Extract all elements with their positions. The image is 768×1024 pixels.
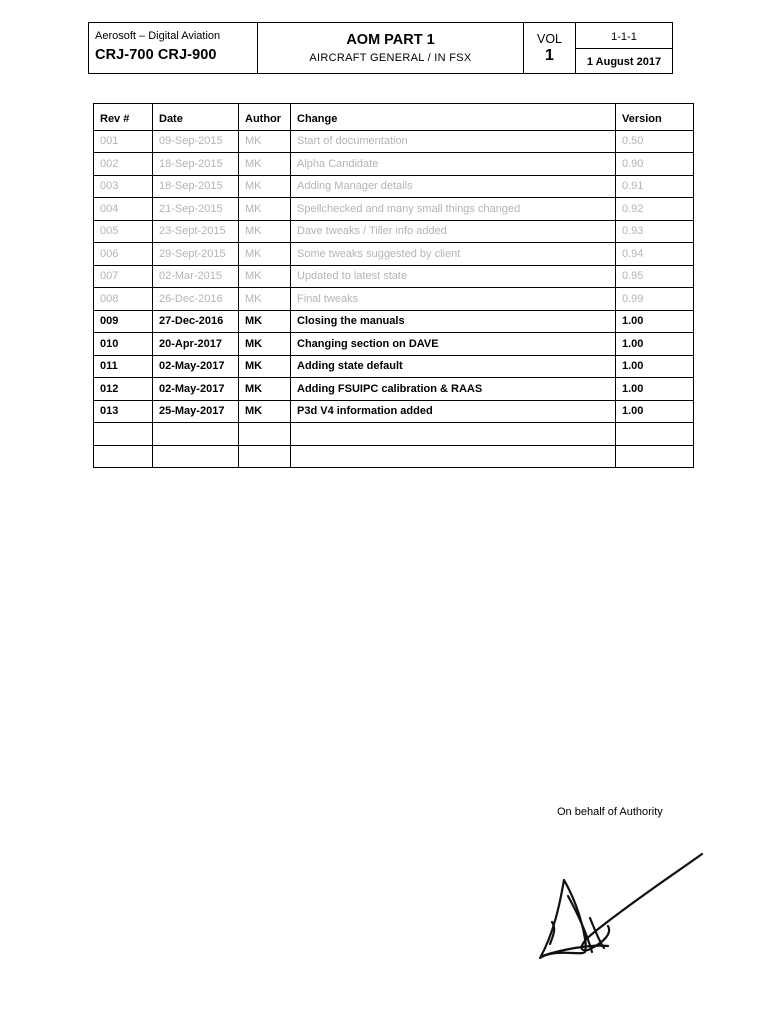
cell-author: MK xyxy=(239,400,291,423)
table-row xyxy=(94,265,694,288)
document-date: 1 August 2017 xyxy=(586,56,662,68)
cell-version: 1.00 xyxy=(616,333,694,356)
column-header-change: Change xyxy=(291,104,616,131)
cell-author: MK xyxy=(239,355,291,378)
cell-change xyxy=(291,445,616,468)
cell-version: 0.92 xyxy=(616,198,694,221)
cell-rev xyxy=(94,423,153,446)
table-row xyxy=(94,445,694,468)
cell-rev: 006 xyxy=(94,243,153,266)
cell-author xyxy=(239,423,291,446)
cell-change: P3d V4 information added xyxy=(291,400,616,423)
table-row xyxy=(94,243,694,266)
cell-change: Spellchecked and many small things changed xyxy=(291,198,616,221)
aircraft-name: CRJ-700 CRJ-900 xyxy=(95,47,217,63)
cell-rev: 010 xyxy=(94,333,153,356)
cell-change: Adding FSUIPC calibration & RAAS xyxy=(291,378,616,401)
table-row xyxy=(94,310,694,333)
table-row xyxy=(94,400,694,423)
cell-author: MK xyxy=(239,310,291,333)
cell-author: MK xyxy=(239,288,291,311)
header-section-cell xyxy=(576,23,672,73)
header-title-cell xyxy=(258,23,524,73)
cell-rev: 007 xyxy=(94,265,153,288)
cell-date: 09-Sep-2015 xyxy=(153,130,239,153)
cell-version: 0.99 xyxy=(616,288,694,311)
cell-date: 18-Sep-2015 xyxy=(153,153,239,176)
company-name: Aerosoft – Digital Aviation xyxy=(95,30,221,42)
cell-rev: 012 xyxy=(94,378,153,401)
cell-change: Changing section on DAVE xyxy=(291,333,616,356)
column-header-version: Version xyxy=(616,104,694,131)
table-row xyxy=(94,423,694,446)
cell-date: 02-Mar-2015 xyxy=(153,265,239,288)
table-row xyxy=(94,355,694,378)
cell-rev xyxy=(94,445,153,468)
cell-rev: 002 xyxy=(94,153,153,176)
cell-version xyxy=(616,445,694,468)
cell-date: 18-Sep-2015 xyxy=(153,175,239,198)
cell-date: 23-Sept-2015 xyxy=(153,220,239,243)
cell-change: Alpha Candidate xyxy=(291,153,616,176)
cell-change: Closing the manuals xyxy=(291,310,616,333)
cell-version: 1.00 xyxy=(616,400,694,423)
revision-table-header xyxy=(94,104,694,131)
column-header-author: Author xyxy=(239,104,291,131)
cell-date: 25-May-2017 xyxy=(153,400,239,423)
cell-date: 02-May-2017 xyxy=(153,378,239,401)
section-number: 1-1-1 xyxy=(576,23,672,49)
cell-author: MK xyxy=(239,333,291,356)
cell-author: MK xyxy=(239,198,291,221)
cell-date xyxy=(153,445,239,468)
cell-rev: 013 xyxy=(94,400,153,423)
cell-rev: 008 xyxy=(94,288,153,311)
cell-rev: 001 xyxy=(94,130,153,153)
cell-change xyxy=(291,423,616,446)
cell-date: 20-Apr-2017 xyxy=(153,333,239,356)
table-row xyxy=(94,130,694,153)
cell-rev: 003 xyxy=(94,175,153,198)
cell-version: 1.00 xyxy=(616,378,694,401)
cell-date: 27-Dec-2016 xyxy=(153,310,239,333)
cell-change: Some tweaks suggested by client xyxy=(291,243,616,266)
cell-change: Adding Manager details xyxy=(291,175,616,198)
table-row xyxy=(94,333,694,356)
cell-version: 0.94 xyxy=(616,243,694,266)
table-row xyxy=(94,175,694,198)
cell-author xyxy=(239,445,291,468)
table-row xyxy=(94,378,694,401)
document-subtitle: AIRCRAFT GENERAL / IN FSX xyxy=(309,52,472,64)
cell-change: Dave tweaks / Tiller info added xyxy=(291,220,616,243)
table-row xyxy=(94,288,694,311)
cell-rev: 009 xyxy=(94,310,153,333)
cell-rev: 004 xyxy=(94,198,153,221)
cell-version xyxy=(616,423,694,446)
cell-version: 0.90 xyxy=(616,153,694,176)
cell-author: MK xyxy=(239,243,291,266)
table-row xyxy=(94,198,694,221)
cell-author: MK xyxy=(239,175,291,198)
cell-author: MK xyxy=(239,265,291,288)
cell-version: 1.00 xyxy=(616,355,694,378)
authority-label: On behalf of Authority xyxy=(557,806,663,818)
signature-image xyxy=(530,848,710,963)
volume-number: 1 xyxy=(545,47,554,64)
cell-version: 0.91 xyxy=(616,175,694,198)
cell-version: 1.00 xyxy=(616,310,694,333)
cell-date: 21-Sep-2015 xyxy=(153,198,239,221)
cell-change: Start of documentation xyxy=(291,130,616,153)
cell-change: Updated to latest state xyxy=(291,265,616,288)
column-header-rev: Rev # xyxy=(94,104,153,131)
cell-author: MK xyxy=(239,130,291,153)
cell-rev: 005 xyxy=(94,220,153,243)
cell-date: 26-Dec-2016 xyxy=(153,288,239,311)
column-header-date: Date xyxy=(153,104,239,131)
cell-version: 0.95 xyxy=(616,265,694,288)
table-row xyxy=(94,220,694,243)
document-header xyxy=(88,22,673,74)
header-company-cell xyxy=(89,23,258,73)
cell-change: Final tweaks xyxy=(291,288,616,311)
cell-author: MK xyxy=(239,220,291,243)
cell-change: Adding state default xyxy=(291,355,616,378)
revision-table xyxy=(93,103,694,468)
cell-author: MK xyxy=(239,153,291,176)
cell-version: 0.93 xyxy=(616,220,694,243)
table-row xyxy=(94,153,694,176)
volume-label: VOL xyxy=(536,32,562,46)
cell-rev: 011 xyxy=(94,355,153,378)
header-volume-cell xyxy=(524,23,576,73)
cell-date: 02-May-2017 xyxy=(153,355,239,378)
cell-date: 29-Sept-2015 xyxy=(153,243,239,266)
cell-date xyxy=(153,423,239,446)
cell-version: 0.50 xyxy=(616,130,694,153)
document-title: AOM PART 1 xyxy=(346,32,435,48)
cell-author: MK xyxy=(239,378,291,401)
